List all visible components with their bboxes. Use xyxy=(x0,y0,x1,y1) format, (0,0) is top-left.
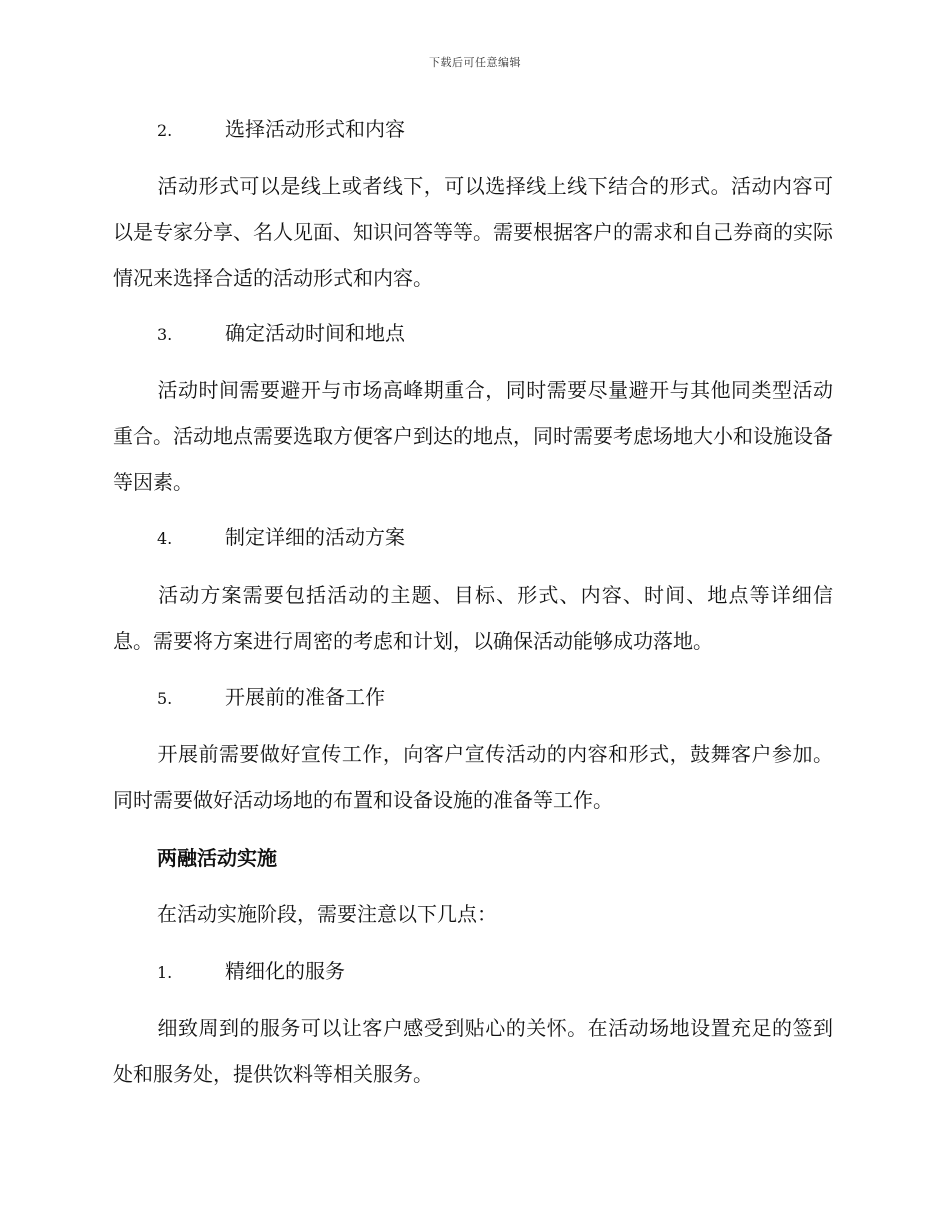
implementation-intro: 在活动实施阶段，需要注意以下几点： xyxy=(157,902,497,926)
paragraph-text: 活动方案需要包括活动的主题、目标、形式、内容、时间、地点等详细信息。需要将方案进行周密的考虑和计划，以确保活动能够成功落地。 xyxy=(113,583,833,653)
page-header: 下载后可任意编辑 xyxy=(429,56,521,69)
section-title: 确定活动时间和地点 xyxy=(225,321,405,345)
implementation-item-heading-1 xyxy=(157,956,345,988)
section-body-2 xyxy=(113,163,833,301)
section-heading-2 xyxy=(157,114,405,146)
item-title: 精细化的服务 xyxy=(225,959,345,983)
section-title: 选择活动形式和内容 xyxy=(225,117,405,141)
section-body-5 xyxy=(113,731,833,823)
section-number: 4. xyxy=(157,529,173,548)
section-heading-3 xyxy=(157,318,405,350)
section-number: 2. xyxy=(157,121,173,140)
section-title: 开展前的准备工作 xyxy=(225,685,385,709)
section-title: 制定详细的活动方案 xyxy=(225,525,405,549)
paragraph-text: 开展前需要做好宣传工作，向客户宣传活动的内容和形式，鼓舞客户参加。同时需要做好活动场地的布置和设备设施的准备等工作。 xyxy=(113,742,833,812)
section-body-3 xyxy=(113,367,833,505)
paragraph-text: 活动时间需要避开与市场高峰期重合，同时需要尽量避开与其他同类型活动重合。活动地点需要选取方便客户到达的地点，同时需要考虑场地大小和设施设备等因素。 xyxy=(113,378,833,494)
implementation-item-body-1 xyxy=(113,1005,833,1097)
paragraph-text: 活动形式可以是线上或者线下，可以选择线上线下结合的形式。活动内容可以是专家分享、名人见面、知识问答等等。需要根据客户的需求和自己券商的实际情况来选择合适的活动形式和内容。 xyxy=(113,174,833,290)
section-number: 5. xyxy=(157,689,173,708)
item-number: 1. xyxy=(157,963,173,982)
section-number: 3. xyxy=(157,325,173,344)
paragraph-text: 细致周到的服务可以让客户感受到贴心的关怀。在活动场地设置充足的签到处和服务处，提供饮料等相关服务。 xyxy=(113,1016,833,1086)
section-heading-4 xyxy=(157,522,405,554)
section-heading-5 xyxy=(157,682,385,714)
implementation-title: 两融活动实施 xyxy=(157,846,277,870)
section-body-4 xyxy=(113,572,833,664)
